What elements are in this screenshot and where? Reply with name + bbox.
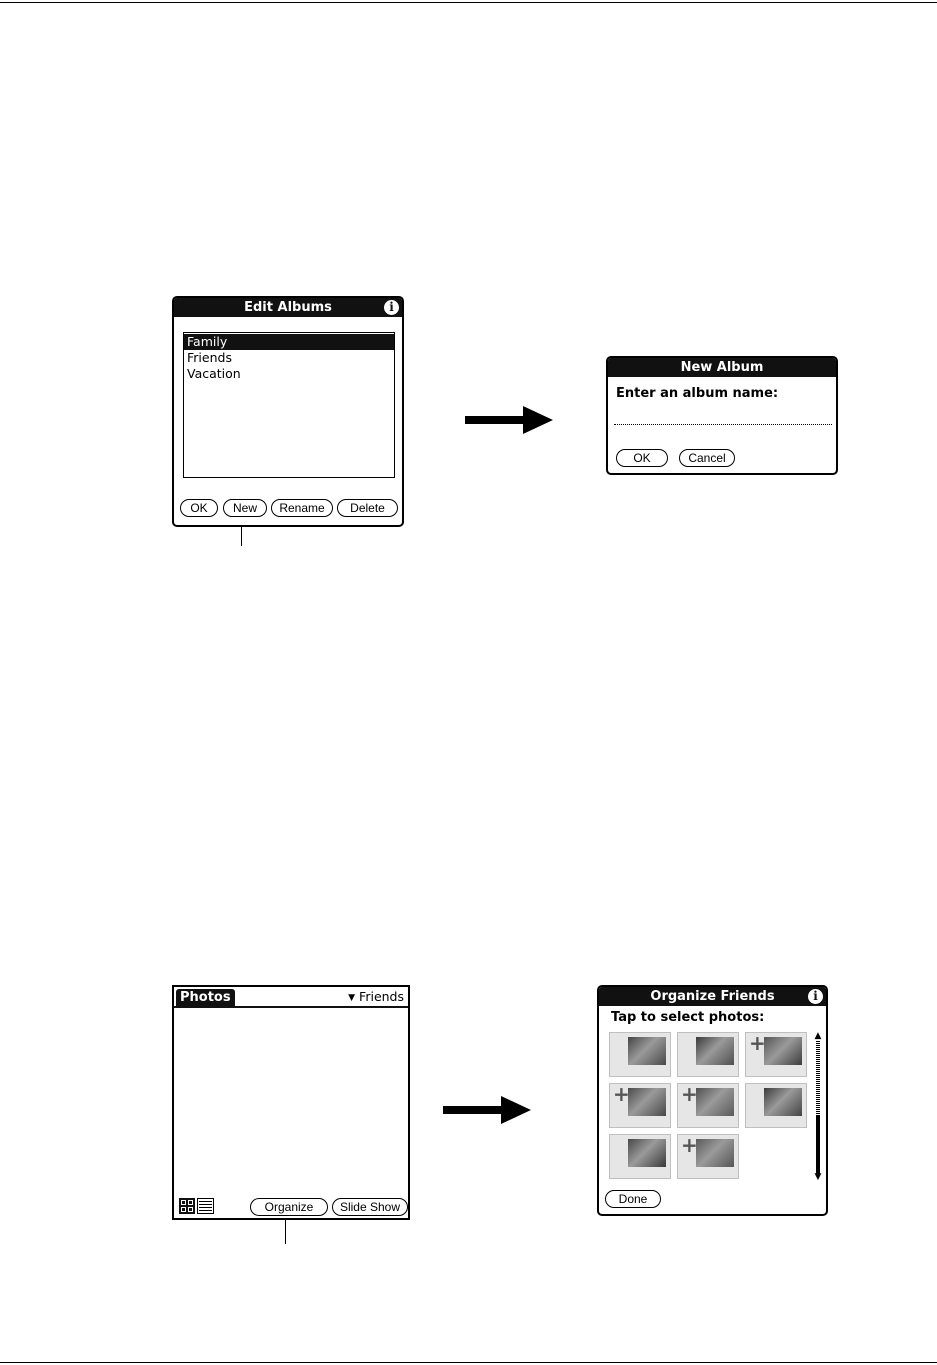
photo-thumbnail[interactable] (677, 1083, 739, 1128)
scroll-down-icon[interactable]: ▼ (814, 1172, 822, 1182)
dialog-title: Organize Friends (650, 989, 775, 1004)
plus-icon: + (749, 1031, 766, 1055)
organize-button-callout-line (285, 1220, 286, 1244)
slide-show-button[interactable]: Slide Show (332, 1198, 408, 1216)
photo-image (628, 1088, 666, 1116)
right-arrow-icon (443, 1092, 533, 1128)
ok-button[interactable]: OK (180, 499, 218, 517)
photo-thumbnail[interactable] (609, 1083, 671, 1128)
photo-thumbnail[interactable] (745, 1083, 807, 1128)
photo-image (696, 1139, 734, 1167)
photo-thumbnail[interactable] (677, 1134, 739, 1179)
photo-image (628, 1139, 666, 1167)
thumbnail-view-icon[interactable] (179, 1198, 195, 1214)
album-name-prompt: Enter an album name: (616, 386, 779, 401)
scroll-up-icon[interactable]: ▲ (814, 1031, 822, 1041)
photo-image (764, 1037, 802, 1065)
plus-icon: + (681, 1082, 698, 1106)
organize-button[interactable]: Organize (250, 1198, 328, 1216)
photo-image (696, 1037, 734, 1065)
album-list[interactable] (183, 332, 395, 478)
photos-screen (172, 985, 410, 1220)
photos-tab[interactable]: Photos (176, 989, 235, 1006)
dialog-title-bar (599, 987, 826, 1006)
photo-image (628, 1037, 666, 1065)
new-button-callout-line (241, 527, 242, 546)
organize-dialog (597, 985, 828, 1216)
dialog-title-bar (174, 298, 402, 317)
album-name-field[interactable] (614, 410, 832, 425)
album-list-item[interactable]: Family (184, 334, 394, 350)
dialog-title: Edit Albums (244, 300, 332, 315)
new-album-dialog (606, 356, 838, 475)
rename-button[interactable]: Rename (271, 499, 333, 517)
album-picker-label: Friends (359, 989, 404, 1004)
photo-thumbnail[interactable] (609, 1032, 671, 1077)
album-list-item[interactable]: Vacation (187, 366, 241, 381)
photo-image (696, 1088, 734, 1116)
top-rule (0, 2, 937, 3)
list-view-icon[interactable] (197, 1198, 214, 1214)
plus-icon: + (681, 1133, 698, 1157)
photo-thumbnail[interactable] (609, 1134, 671, 1179)
right-arrow-icon (465, 402, 555, 438)
cancel-button[interactable]: Cancel (679, 449, 735, 467)
dialog-title: New Album (680, 360, 764, 375)
plus-icon: + (613, 1082, 630, 1106)
done-button[interactable]: Done (605, 1190, 661, 1208)
scroll-track (816, 1041, 820, 1116)
photo-grid (609, 1032, 814, 1182)
delete-button[interactable]: Delete (337, 499, 398, 517)
edit-albums-dialog (172, 296, 404, 527)
info-icon[interactable]: i (384, 300, 399, 315)
album-picker[interactable] (348, 988, 404, 1007)
bottom-rule (0, 1362, 937, 1363)
ok-button[interactable]: OK (616, 449, 668, 467)
photo-image (764, 1088, 802, 1116)
dialog-title-bar (608, 358, 836, 377)
new-album-button[interactable]: New (223, 499, 267, 517)
select-photos-prompt: Tap to select photos: (611, 1010, 765, 1025)
photo-thumbnail[interactable] (745, 1032, 807, 1077)
scrollbar[interactable] (813, 1032, 823, 1182)
album-list-item[interactable]: Friends (187, 350, 232, 365)
chevron-down-icon: ▼ (348, 993, 356, 1003)
photo-thumbnail[interactable] (677, 1032, 739, 1077)
info-icon[interactable]: i (808, 989, 823, 1004)
scroll-thumb[interactable] (816, 1116, 820, 1174)
